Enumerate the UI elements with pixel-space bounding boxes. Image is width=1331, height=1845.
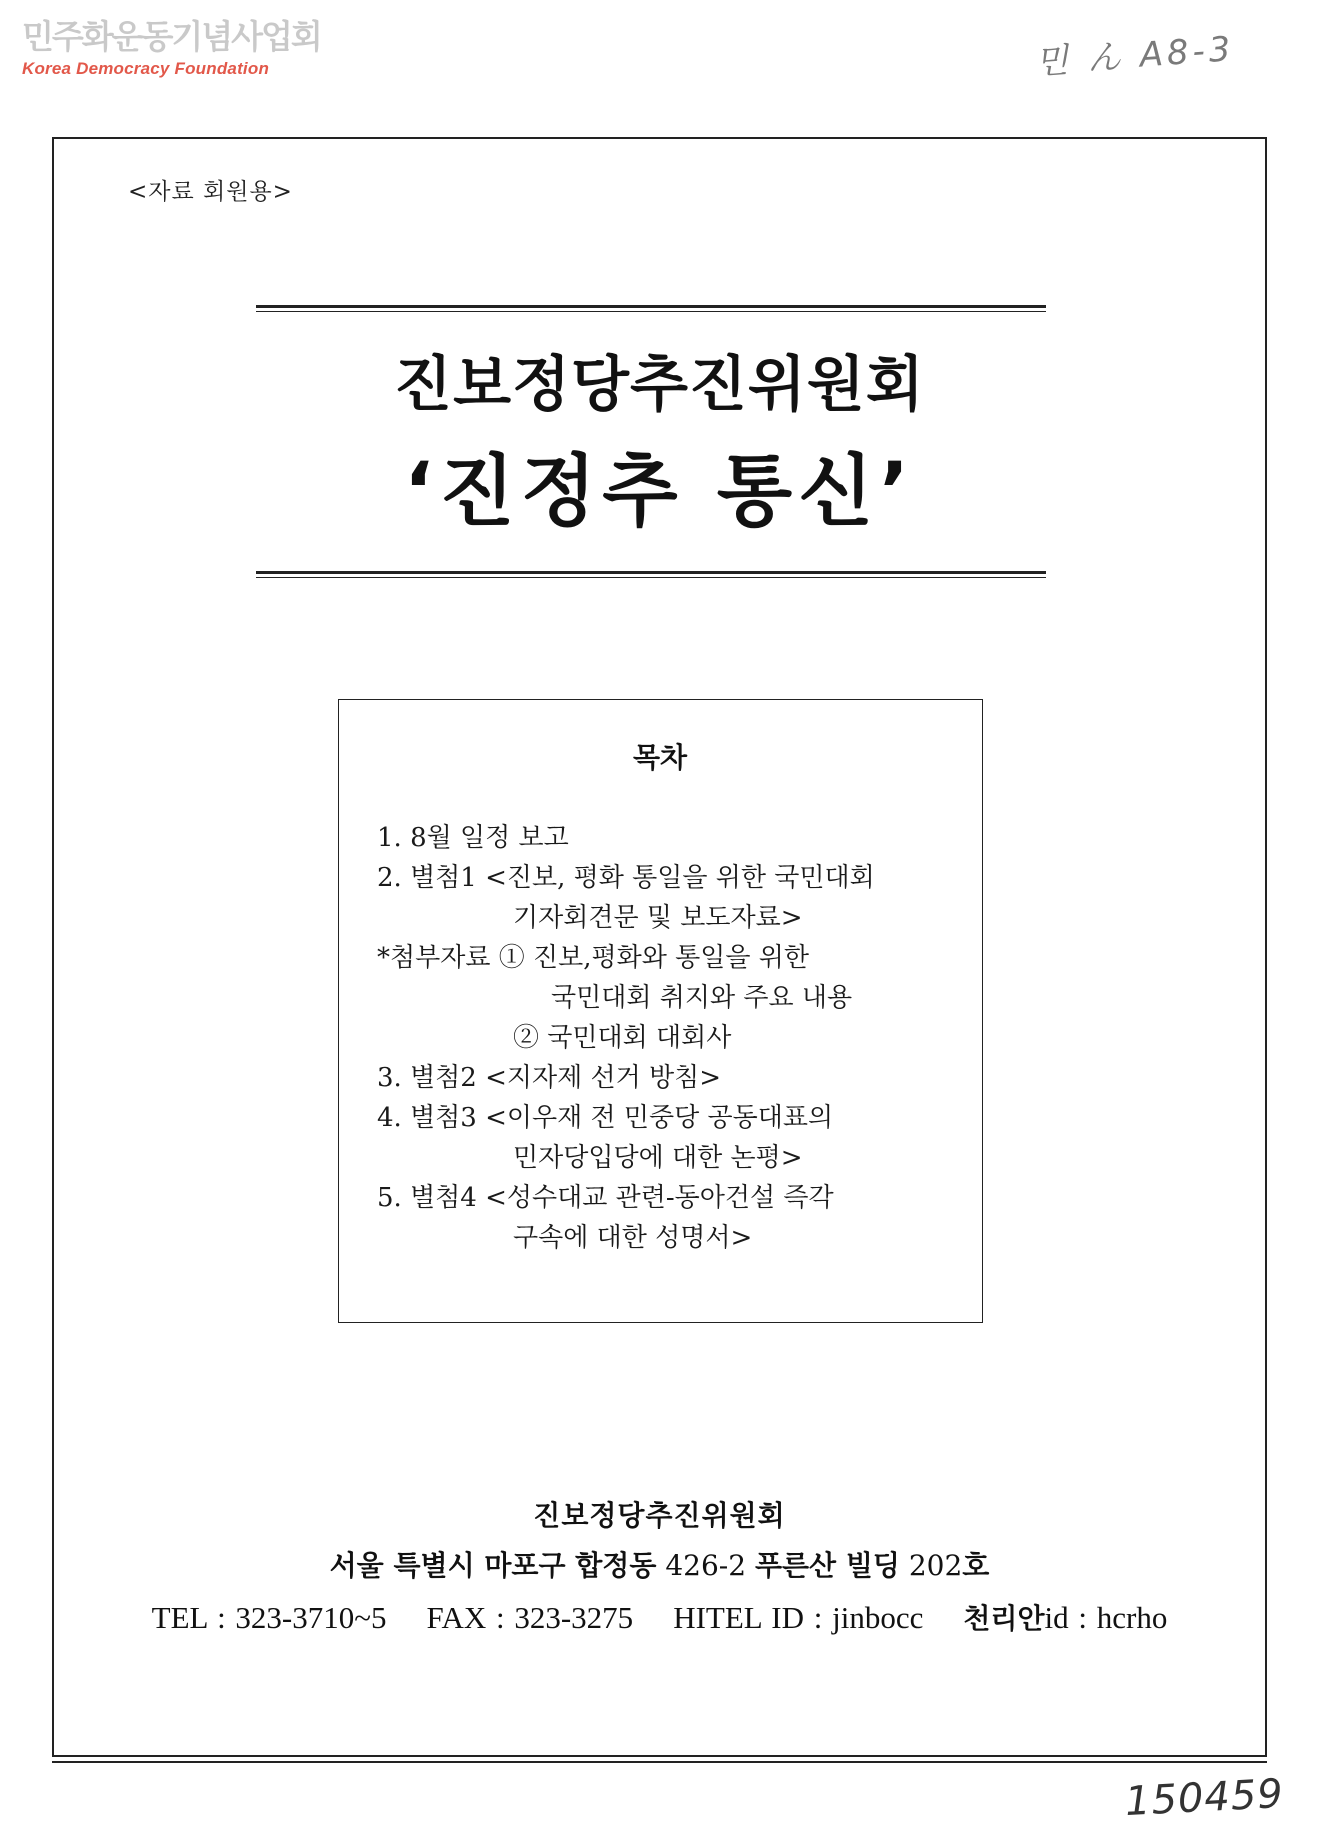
address-room-number: 202 — [908, 1549, 963, 1582]
toc-item-continuation: 민자당입당에 대한 논평> — [513, 1143, 803, 1173]
title-rule-bottom — [256, 571, 1046, 578]
toc-item: *첨부자료 ① 진보,평화와 통일을 위한 — [377, 943, 809, 973]
title-rule-top — [256, 305, 1046, 312]
watermark-logo — [22, 17, 321, 79]
footer-contact — [54, 1597, 1265, 1637]
toc-item: 3. 별첨2 <지자제 선거 방침> — [377, 1063, 722, 1093]
toc-item: 2. 별첨1 <진보, 평화 통일을 위한 국민대회 — [377, 863, 875, 893]
handwritten-note: 민 ん A8-3 — [1034, 29, 1236, 83]
address-building: 푸른산 빌딩 — [754, 1549, 900, 1582]
address-number: 426-2 — [665, 1549, 747, 1582]
toc-item: 1. 8월 일정 보고 — [377, 823, 569, 853]
toc-item-continuation: 국민대회 취지와 주요 내용 — [551, 983, 853, 1013]
toc-list — [377, 818, 967, 1258]
contact-tel: TEL : 323-3710~5 — [151, 1600, 387, 1635]
watermark-english: Korea Democracy Foundation — [22, 59, 270, 78]
contact-fax: FAX : 323-3275 — [426, 1600, 634, 1635]
contact-chollian-label: 천리안 — [963, 1602, 1045, 1635]
footer-address — [54, 1544, 1265, 1584]
archive-number: 150459 — [1123, 1770, 1285, 1826]
document-frame — [52, 137, 1267, 1757]
toc-heading: 목차 — [632, 741, 688, 774]
toc-item: 4. 별첨3 <이우재 전 민중당 공동대표의 — [377, 1103, 834, 1133]
newsletter-title: ‘진정추 통신’ — [403, 447, 916, 537]
organization-title: 진보정당추진위원회 — [394, 350, 925, 420]
address-room-suffix: 호 — [962, 1549, 990, 1582]
watermark-korean: 민주화운동기념사업회 — [22, 17, 321, 56]
document-type-label: <자료 회원용> — [128, 179, 293, 205]
footer-organization: 진보정당추진위원회 — [533, 1499, 786, 1532]
address-street: 서울 특별시 마포구 합정동 — [329, 1549, 657, 1582]
toc-item-continuation: 구속에 대한 성명서> — [513, 1223, 753, 1253]
toc-item-subitem: ② 국민대회 대회사 — [513, 1023, 732, 1053]
contact-hitel: HITEL ID : jinbocc — [673, 1600, 924, 1635]
toc-item: 5. 별첨4 <성수대교 관련-동아건설 즉각 — [377, 1183, 834, 1213]
contact-chollian-id: id : hcrho — [1044, 1600, 1168, 1635]
toc-item-continuation: 기자회견문 및 보도자료> — [513, 903, 803, 933]
frame-bottom-rule — [52, 1761, 1267, 1763]
table-of-contents — [338, 699, 983, 1323]
